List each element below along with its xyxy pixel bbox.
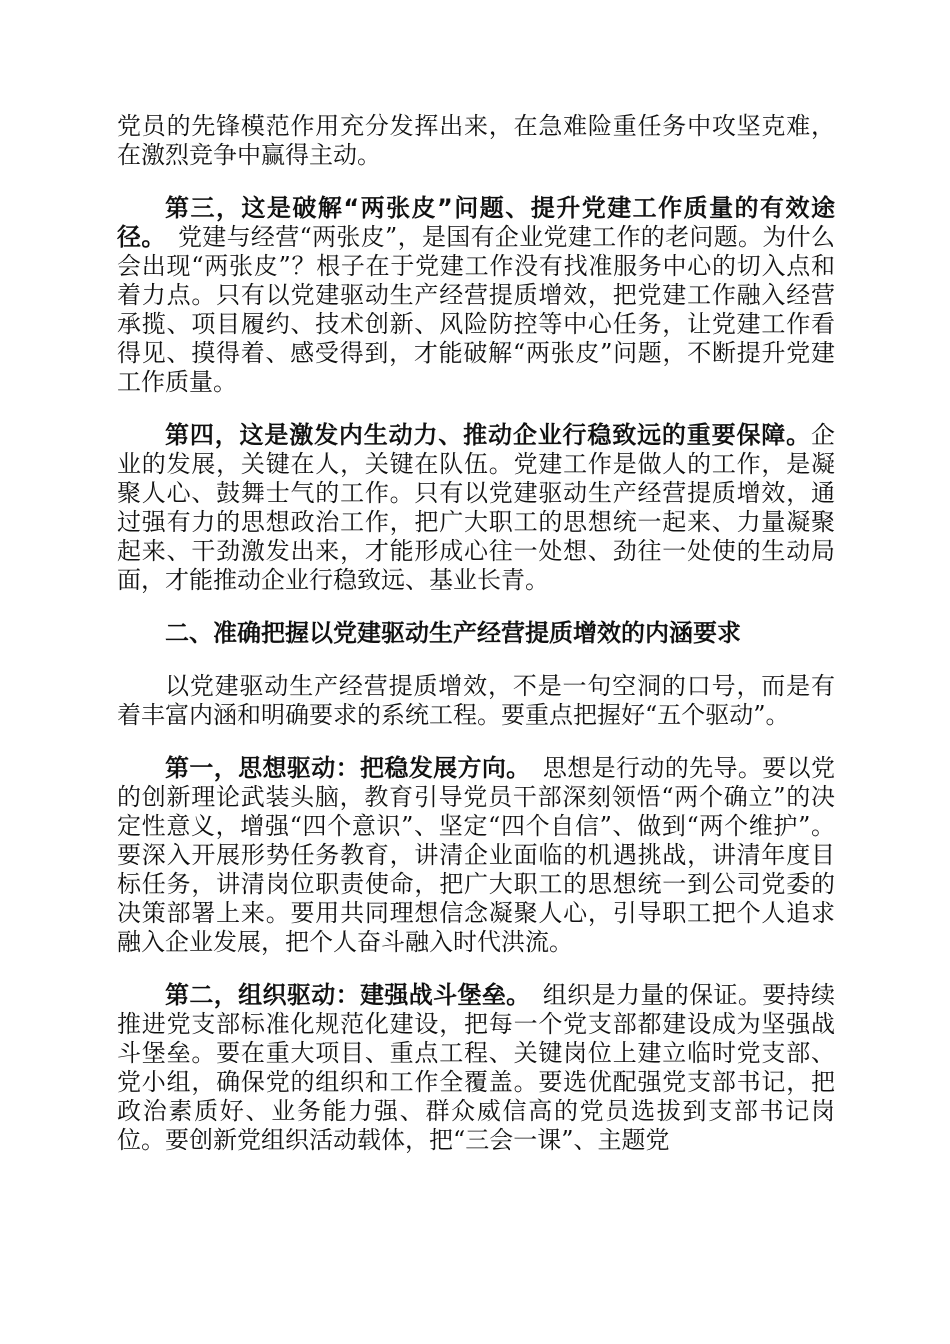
paragraph-continuation	[117, 112, 835, 170]
paragraph-drive-ideology	[117, 754, 835, 957]
section-heading: 二、准确把握以党建驱动生产经营提质增效的内涵要求	[165, 619, 741, 647]
paragraph-text: 党建与经营“两张皮”，是国有企业党建工作的老问题。为什么会出现“两张皮”？根子在于党建工作没有找准服务中心的切入点和着力点。只有以党建驱动生产经营提质增效，把党建工作融入经营承揽、项目履约、技术创新、风险防控等中心任务，让党建工作看得见、摸得着、感受得到，才能破解“两张皮”问题，不断提升党建工作质量。	[117, 223, 836, 396]
paragraph-text: 思想是行动的先导。要以党的创新理论武装头脑，教育引导党员干部深刻领悟“两个确立”的决定性意义，增强“四个意识”、坚定“四个自信”、做到“两个维护”。要深入开展形势任务教育，讲清企业面临的机遇挑战，讲清年度目标任务，讲清岗位职责使命，把广大职工的思想统一到公司党委的决策部署上来。要用共同理想信念凝聚人心，引导职工把个人追求融入企业发展，把个人奋斗融入时代洪流。	[117, 754, 836, 956]
paragraph-lead: 第四，这是激发内生动力、推动企业行稳致远的重要保障。	[165, 421, 811, 449]
paragraph-drive-organization	[117, 981, 835, 1155]
paragraph-intro	[117, 672, 835, 730]
paragraph-fourth-point	[117, 421, 835, 595]
paragraph-text: 以党建驱动生产经营提质增效，不是一句空洞的口号，而是有着丰富内涵和明确要求的系统工程。要重点把握好“五个驱动”。	[117, 672, 835, 729]
paragraph-text: 组织是力量的保证。要持续推进党支部标准化规范化建设，把每一个党支部都建设成为坚强战斗堡垒。要在重大项目、重点工程、关键岗位上建立临时党支部、党小组，确保党的组织和工作全覆盖。要选优配强党支部书记，把政治素质好、业务能力强、群众威信高的党员选拔到支部书记岗位。要创新党组织活动载体，把“三会一课”、主题党	[117, 981, 836, 1154]
paragraph-text: 企业的发展，关键在人，关键在队伍。党建工作是做人的工作，是凝聚人心、鼓舞士气的工作。只有以党建驱动生产经营提质增效，通过强有力的思想政治工作，把广大职工的思想统一起来、力量凝聚起来、干劲激发出来，才能形成心往一处想、劲往一处使的生动局面，才能推动企业行稳致远、基业长青。	[117, 421, 835, 594]
paragraph-text: 党员的先锋模范作用充分发挥出来，在急难险重任务中攻坚克难，在激烈竞争中赢得主动。	[117, 112, 835, 169]
document-page	[117, 112, 835, 1179]
paragraph-lead: 第三，这是破解“两张皮”问题、提升党建工作质量的有效途径。	[117, 194, 835, 251]
paragraph-third-point	[117, 194, 835, 397]
paragraph-lead: 第一，思想驱动：把稳发展方向。	[165, 754, 531, 782]
paragraph-lead: 第二，组织驱动：建强战斗堡垒。	[165, 981, 531, 1009]
